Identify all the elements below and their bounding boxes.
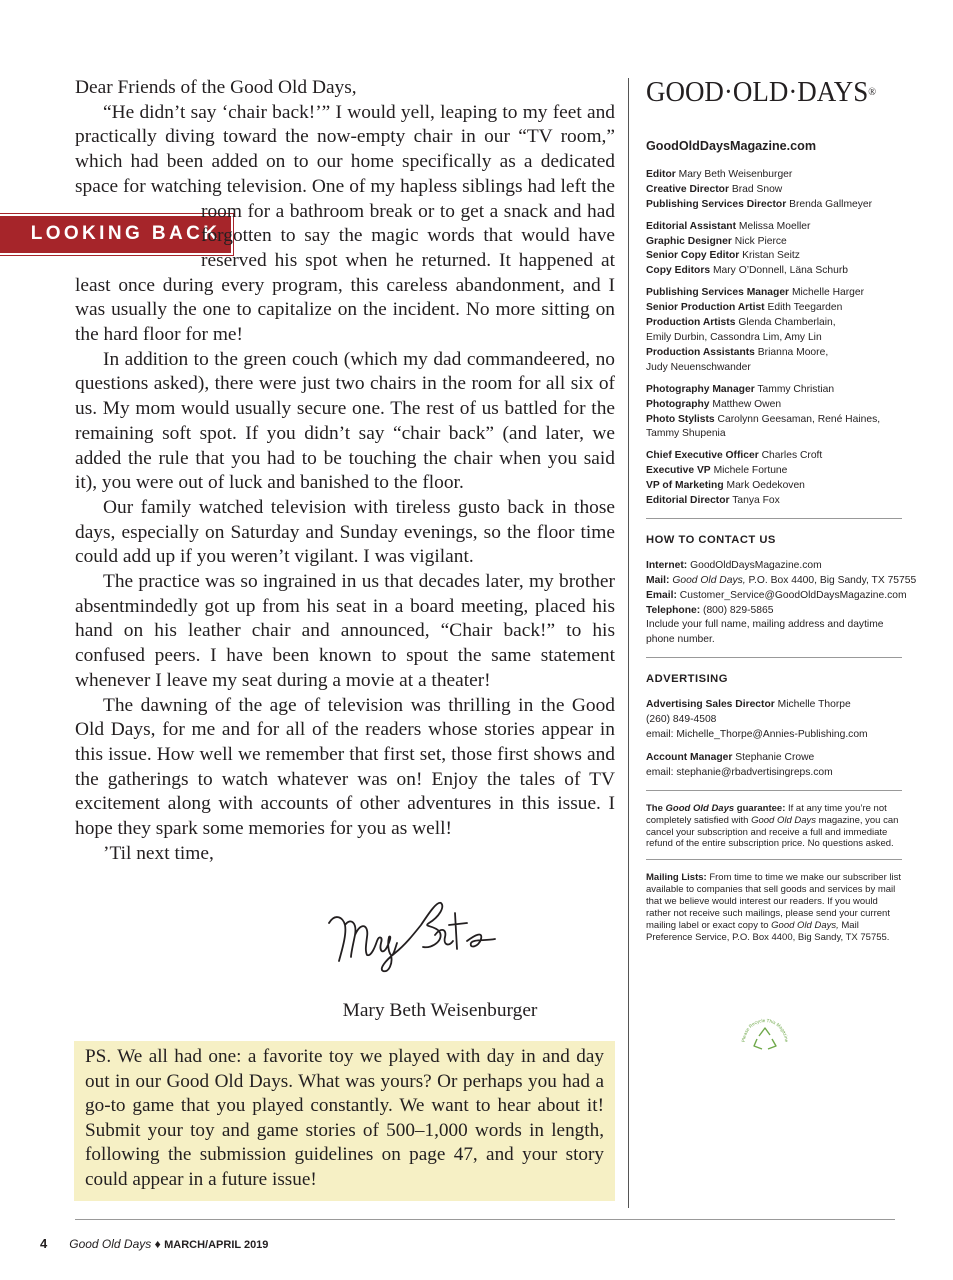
staff-credit-line — [646, 235, 902, 250]
mailing-lists-magazine: Good Old Days, — [771, 919, 839, 931]
contact-internet-value: GoodOldDaysMagazine.com — [690, 559, 822, 571]
contact-email-value: Customer_Service@GoodOldDaysMagazine.com — [679, 589, 907, 601]
letter-paragraph-2: In addition to the green couch (which my dad commandeered, no questions asked), there were just two chairs in the room for all six of us. My mom would usually secure one. The rest of us battled for the remaining soft spot. If you didn’t say “chair back” (and later, we added the rule that you had to be touching the chair when you said it), you were out of luck and banished to the floor. — [75, 348, 615, 494]
guarantee-lead — [646, 803, 785, 814]
staff-name: Mary O’Donnell, Läna Schurb — [712, 265, 849, 277]
guarantee-lead-b: guarantee: — [736, 802, 786, 814]
staff-name: Michelle Harger — [791, 287, 865, 299]
letter-greeting: Dear Friends of the Good Old Days, — [75, 77, 357, 98]
ad-manager-name: Stephanie Crowe — [735, 751, 815, 763]
page-footer — [40, 1236, 268, 1251]
staff-name: Matthew Owen — [712, 398, 782, 410]
staff-role: Senior Production Artist — [646, 302, 765, 314]
staff-credit-line — [646, 249, 902, 264]
staff-name: Tanya Fox — [732, 495, 780, 507]
staff-name: Judy Neuenschwander — [646, 361, 751, 373]
staff-credit-line — [646, 316, 902, 331]
staff-credit-line — [646, 413, 902, 428]
staff-name: Tammy Shupenia — [646, 428, 726, 440]
staff-credit-line — [646, 183, 902, 198]
staff-role: Publishing Services Director — [646, 198, 787, 210]
staff-role: Senior Copy Editor — [646, 250, 740, 262]
staff-credit-line — [646, 449, 902, 464]
contact-internet — [646, 559, 902, 574]
sidebar-rule — [646, 859, 902, 860]
ad-manager-email: email: stephanie@rbadvertisingreps.com — [646, 766, 833, 778]
mailing-lists-text — [646, 872, 902, 943]
page-number: 4 — [40, 1236, 48, 1251]
staff-role: Editor — [646, 168, 676, 180]
letter-paragraph-4: The practice was so ingrained in us that decades later, my brother absentmindedly got up from his seat in a board meeting, placed his hand on his leather chair and announced, “Chair back!” to his confused peers. I have been known to spout the same statement whenever I leave my seat during a movie at a theater! — [75, 571, 615, 691]
staff-group — [646, 220, 902, 280]
staff-credit-line — [646, 427, 902, 442]
ps-box — [74, 1041, 615, 1201]
signature-image — [325, 895, 505, 975]
ad-account-manager — [646, 751, 902, 766]
staff-role: VP of Marketing — [646, 480, 724, 492]
staff-role: Creative Director — [646, 183, 729, 195]
footer-date: MARCH/APRIL 2019 — [164, 1239, 269, 1251]
staff-name: Carolynn Geesaman, René Haines, — [717, 413, 881, 425]
mailing-lists-body-b: Mail Preference Service, P.O. Box 4400, Big Sandy, TX 75755. — [646, 919, 890, 943]
letter-paragraph-1-part-b: had left the room for a bathroom break or to get a snack and had forgotten to say the magic words that would have reserved his spot when he returned. It happened at least once during every program, this careless abandonment, and I was usually the one to capitalize on the incident. No more sitting on the hard floor for me! — [75, 175, 615, 346]
sidebar-website: GoodOldDaysMagazine.com — [646, 139, 817, 153]
ad-sales-email: email: Michelle_Thorpe@Annies-Publishing.com — [646, 729, 868, 740]
staff-name: Brenda Gallmeyer — [789, 198, 873, 210]
staff-credit-line — [646, 383, 902, 398]
staff-credit-line — [646, 331, 902, 346]
letter-closing: ’Til next time, — [103, 842, 214, 864]
staff-name: Brad Snow — [731, 183, 783, 195]
staff-name: Brianna Moore, — [757, 346, 829, 358]
contact-phone-label: Telephone: — [646, 604, 701, 616]
guarantee-lead-a: The — [646, 802, 663, 814]
staff-credit-line — [646, 220, 902, 235]
letter-paragraph-1 — [30, 101, 615, 348]
staff-role: Editorial Assistant — [646, 220, 737, 232]
magazine-logo-text: GOOD·OLD·DAYS — [646, 76, 869, 108]
mailing-lists-lead: Mailing Lists: — [646, 872, 707, 884]
staff-name: Melissa Moeller — [738, 220, 811, 232]
staff-role: Copy Editors — [646, 265, 711, 277]
signer-name: Mary Beth Weisenburger — [342, 1000, 538, 1021]
sidebar-rule — [646, 518, 902, 519]
guarantee-body-a: If at any time you’re not completely satisfied with — [646, 802, 887, 826]
staff-credit-line — [646, 361, 902, 376]
contact-email — [646, 589, 907, 604]
staff-group — [646, 449, 902, 509]
contact-heading: HOW TO CONTACT US — [646, 533, 776, 546]
staff-credit-line — [646, 286, 902, 301]
letter-paragraph-1-part-a: “He didn’t say ‘chair back!’” I would yell, leaping to my feet and practically diving toward the now-empty chair in our “TV room,” which had been added on to our home specifically as a dedicated space for watching television. One of my hapless siblings — [75, 101, 615, 197]
staff-role: Photography — [646, 398, 710, 410]
column-divider — [628, 78, 629, 1208]
staff-group — [646, 286, 902, 375]
staff-role: Production Assistants — [646, 346, 755, 358]
staff-name: Emily Durbin, Cassondra Lim, Amy Lin — [646, 331, 822, 343]
footer-rule — [75, 1219, 895, 1220]
staff-role: Production Artists — [646, 317, 736, 329]
contact-mail-value: P.O. Box 4400, Big Sandy, TX 75755 — [748, 574, 917, 586]
staff-name: Nick Pierce — [734, 235, 787, 247]
ps-text: PS. We all had one: a favorite toy we played with day in and day out in our Good Old Days. What was yours? Or perhaps you had a go-to game that you played constantly. We want to hear about it! Submit your toy and game stories of 500–1,000 words in length, following the submission guidelines on page 47, and your story could appear in a future issue! — [85, 1046, 604, 1190]
contact-mail-magazine: Good Old Days, — [672, 574, 746, 586]
staff-role: Graphic Designer — [646, 235, 732, 247]
staff-name: Mark Oedekoven — [726, 480, 805, 492]
staff-name: Charles Croft — [761, 450, 823, 462]
staff-credit-line — [646, 264, 902, 279]
masthead-sidebar — [646, 74, 917, 952]
ad-sales-director — [646, 698, 902, 713]
staff-credit-line — [646, 398, 902, 413]
looking-back-label — [30, 203, 221, 267]
mailing-lists-body-a: From time to time we make our subscriber list available to companies that sell goods and services by mail that we believe would interest our readers. If you would rather not receive such mailings, please send your current mailing label or exact copy to — [646, 872, 901, 931]
recycle-icon — [735, 1012, 795, 1062]
ad-manager-role: Account Manager — [646, 751, 733, 763]
editor-letter — [30, 76, 615, 867]
staff-role: Chief Executive Officer — [646, 450, 759, 462]
guarantee-lead-magazine: Good Old Days — [665, 802, 735, 814]
staff-credit-line — [646, 479, 902, 494]
staff-name: Michele Fortune — [713, 465, 788, 477]
staff-name: Edith Teegarden — [767, 302, 843, 314]
guarantee-text — [646, 803, 902, 851]
ad-sales-name: Michelle Thorpe — [777, 699, 851, 711]
contact-phone — [646, 604, 902, 619]
ad-sales-role: Advertising Sales Director — [646, 699, 775, 711]
letter-paragraph-5: The dawning of the age of television was thrilling in the Good Old Days, for me and for all of the readers whose stories appear in this issue. How well we remember that first set, those first shows and the gatherings to watch whatever was on! Enjoy the tales of TV excitement along with accounts of other adventures in this issue. I hope they spark some memories for you as well! — [75, 694, 615, 840]
registered-mark: ® — [868, 86, 877, 98]
staff-name: Tammy Christian — [757, 383, 835, 395]
staff-credit-line — [646, 198, 902, 213]
staff-role: Editorial Director — [646, 495, 730, 507]
staff-credit-line — [646, 494, 902, 509]
contact-note: Include your full name, mailing address and daytime phone number. — [646, 619, 884, 646]
ad-sales-phone: (260) 849-4508 — [646, 714, 717, 726]
advertising-heading: ADVERTISING — [646, 673, 728, 686]
staff-name: Glenda Chamberlain, — [738, 317, 836, 329]
staff-role: Photography Manager — [646, 383, 755, 395]
magazine-logo — [646, 74, 884, 114]
footer-magazine: Good Old Days — [69, 1237, 152, 1251]
contact-mail — [646, 574, 917, 589]
letter-paragraph-3: Our family watched television with tireless gusto back in those days, especially on Saturday and Sunday evenings, so the floor time could add up if you weren’t vigilant. I was vigilant. — [75, 496, 615, 568]
staff-role: Photo Stylists — [646, 413, 715, 425]
staff-credit-line — [646, 301, 902, 316]
recycle-text: Please Recycle This Magazine — [740, 1017, 790, 1043]
staff-name: Kristan Seitz — [742, 250, 800, 262]
contact-internet-label: Internet: — [646, 559, 688, 571]
looking-back-text: LOOKING BACK — [0, 214, 233, 255]
sidebar-rule — [646, 657, 902, 658]
staff-group — [646, 383, 902, 443]
contact-mail-label: Mail: — [646, 574, 670, 586]
footer-diamond-icon: ♦ — [154, 1237, 161, 1251]
staff-name: Mary Beth Weisenburger — [678, 168, 793, 180]
staff-credit-line — [646, 168, 902, 183]
sidebar-rule — [646, 790, 902, 791]
guarantee-body-b: magazine, you can cancel your subscription and receive a full and immediate refund of the entire subscription price. No questions asked. — [646, 814, 899, 850]
staff-credits — [646, 168, 902, 509]
staff-group — [646, 168, 902, 213]
contact-phone-value: (800) 829-5865 — [703, 604, 774, 616]
staff-credit-line — [646, 464, 902, 479]
staff-role: Executive VP — [646, 465, 711, 477]
guarantee-body-magazine: Good Old Days — [751, 814, 817, 826]
staff-credit-line — [646, 346, 902, 361]
staff-role: Publishing Services Manager — [646, 287, 790, 299]
contact-email-label: Email: — [646, 589, 677, 601]
